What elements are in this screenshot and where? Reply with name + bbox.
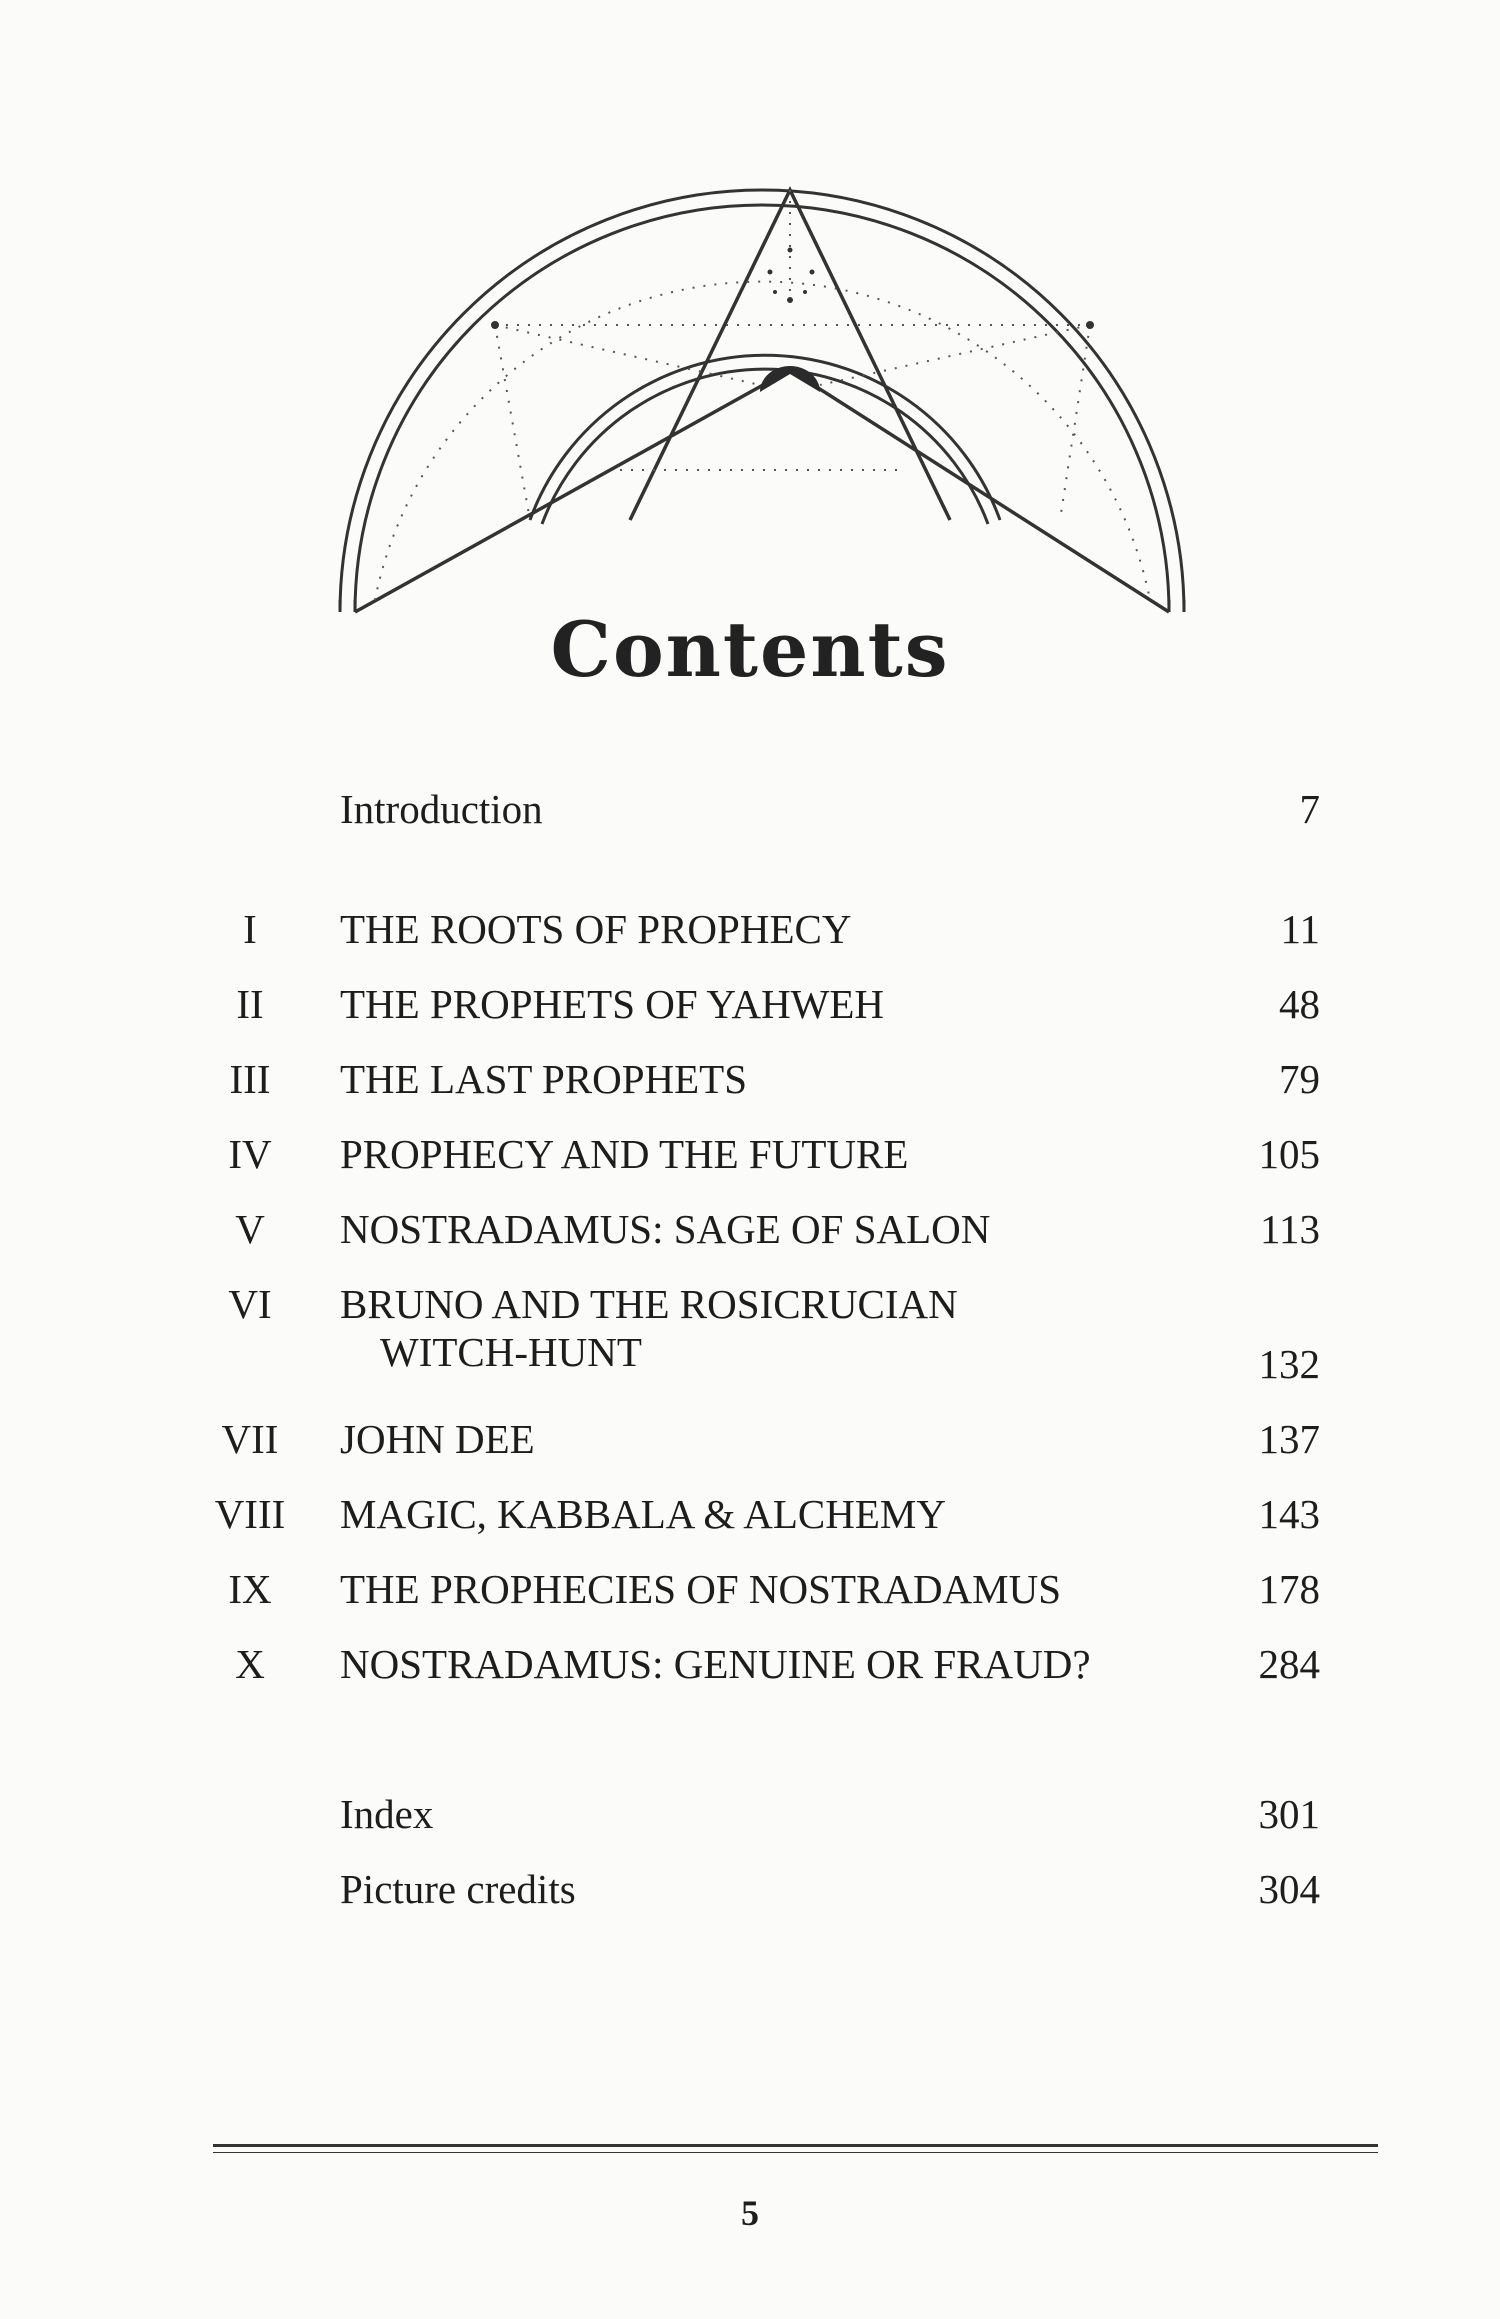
chapter-page: 79 — [1279, 1056, 1320, 1102]
footer-rule-thick — [213, 2144, 1378, 2147]
chapter-page: 284 — [1258, 1641, 1320, 1687]
page-number: 5 — [741, 2193, 759, 2233]
chapter-title: MAGIC, KABBALA & ALCHEMY — [340, 1491, 946, 1537]
chapter-numeral: III — [229, 1056, 271, 1102]
chapter-numeral: IX — [228, 1566, 272, 1612]
chapter-page: 132 — [1258, 1341, 1320, 1387]
chapter-numeral: VIII — [214, 1491, 286, 1537]
chapter-numeral: X — [235, 1641, 265, 1687]
toc-entry-page: 7 — [1299, 786, 1320, 832]
header-ornament — [0, 0, 1500, 640]
chapter-page: 143 — [1258, 1491, 1320, 1537]
chapter-title-continuation: WITCH-HUNT — [380, 1329, 642, 1375]
chapter-title — [340, 1280, 958, 1376]
chapter-title-line: BRUNO AND THE ROSICRUCIAN — [340, 1281, 958, 1327]
chapter-title: NOSTRADAMUS: SAGE OF SALON — [340, 1206, 991, 1252]
footer-rule-thin — [213, 2152, 1378, 2153]
chapter-page: 105 — [1258, 1131, 1320, 1177]
toc-entry-page: 304 — [1258, 1866, 1320, 1912]
toc-entry-page: 301 — [1258, 1791, 1320, 1837]
chapter-numeral: VII — [221, 1416, 279, 1462]
chapter-title: THE PROPHETS OF YAHWEH — [340, 981, 885, 1027]
chapter-page: 11 — [1280, 906, 1320, 952]
chapter-numeral: I — [243, 906, 257, 952]
contents-heading: Contents — [550, 605, 950, 694]
chapter-numeral: VI — [228, 1281, 272, 1327]
toc-entry-title: Introduction — [340, 786, 543, 832]
chapter-numeral: IV — [228, 1131, 272, 1177]
chapter-title: THE ROOTS OF PROPHECY — [340, 906, 852, 952]
chapter-title: THE LAST PROPHETS — [340, 1056, 748, 1102]
chapter-title: PROPHECY AND THE FUTURE — [340, 1131, 909, 1177]
chapter-page: 137 — [1258, 1416, 1320, 1462]
chapter-page: 178 — [1258, 1566, 1320, 1612]
chapter-title: THE PROPHECIES OF NOSTRADAMUS — [340, 1566, 1062, 1612]
chapter-title: NOSTRADAMUS: GENUINE OR FRAUD? — [340, 1641, 1091, 1687]
chapter-page: 48 — [1279, 981, 1320, 1027]
chapter-numeral: II — [236, 981, 264, 1027]
chapter-title: JOHN DEE — [340, 1416, 535, 1462]
toc-entry-title: Picture credits — [340, 1866, 576, 1912]
toc-entry-title: Index — [340, 1791, 434, 1837]
chapter-page: 113 — [1260, 1206, 1320, 1252]
chapter-numeral: V — [235, 1206, 265, 1252]
